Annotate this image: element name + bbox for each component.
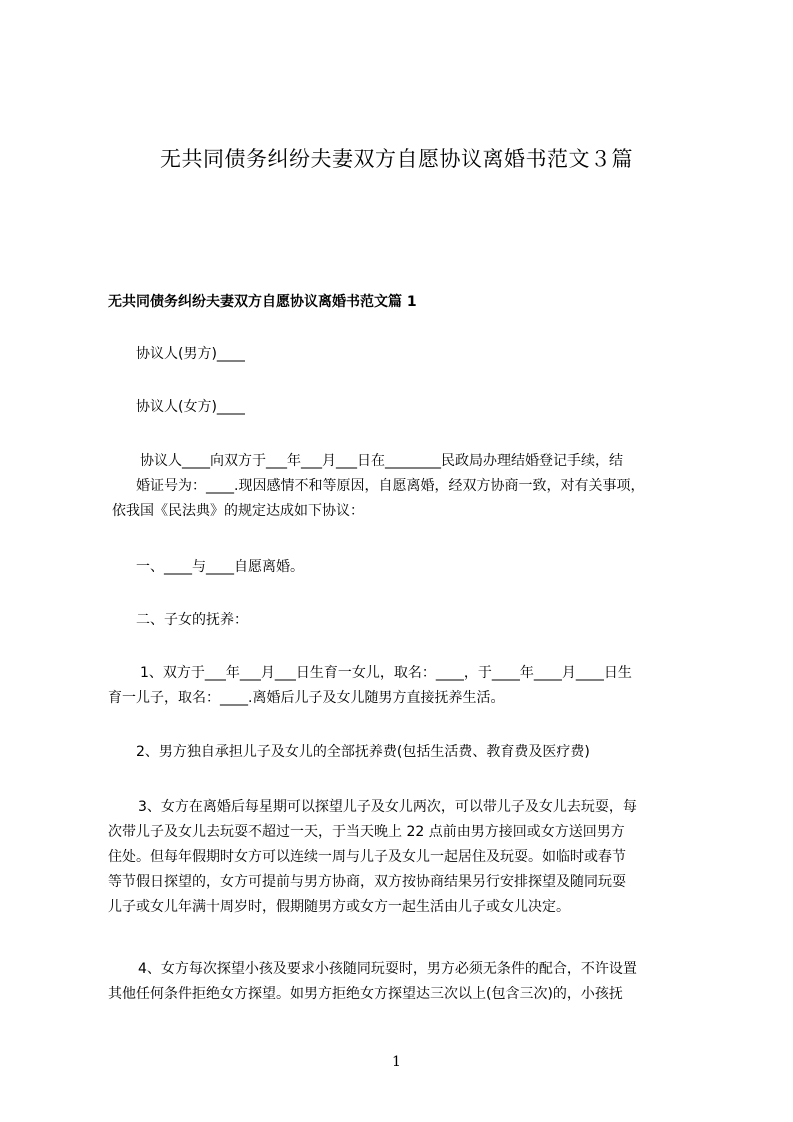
clause-1: 一、____与____自愿离婚。 (136, 559, 304, 575)
section-heading: 无共同债务纠纷夫妻双方自愿协议离婚书范文篇 1 (108, 294, 417, 310)
party-female-line: 协议人(女方)____ (136, 399, 245, 415)
item-3-line-2: 次带儿子及女儿去玩耍不超过一天，于当天晚上 22 点前由男方接回或女方送回男方 (108, 824, 625, 840)
item-3-line-3: 住处。但每年假期时女方可以连续一周与儿子及女儿一起居住及玩耍。如临时或春节 (108, 849, 626, 865)
party-male-line: 协议人(男方)____ (136, 346, 245, 362)
intro-line-1: 协议人____向双方于___年___月___日在________民政局办理结婚登记手续，结 (140, 453, 623, 469)
item-2: 2、男方独自承担儿子及女儿的全部抚养费(包括生活费、教育费及医疗费) (136, 744, 590, 760)
item-4-line-1: 4、女方每次探望小孩及要求小孩随同玩耍时，男方必须无条件的配合，不许设置 (138, 961, 637, 977)
clause-2: 二、子女的抚养： (136, 612, 248, 628)
document-title: 无共同债务纠纷夫妻双方自愿协议离婚书范文３篇 (160, 147, 633, 171)
intro-line-3: 依我国《民法典》的规定达成如下协议： (112, 503, 364, 519)
item-1-line-2: 育一儿子，取名：____.离婚后儿子及女儿随男方直接抚养生活。 (108, 690, 505, 706)
item-4-line-2: 其他任何条件拒绝女方探望。如男方拒绝女方探望达三次以上(包含三次)的，小孩抚 (108, 986, 623, 1002)
item-1-paragraph (108, 661, 715, 711)
item-3-paragraph (108, 795, 715, 920)
item-3-line-1: 3、女方在离婚后每星期可以探望儿子及女儿两次，可以带儿子及女儿去玩耍，每 (138, 799, 637, 815)
item-4-paragraph (108, 957, 715, 1007)
page-number: 1 (392, 1054, 401, 1070)
item-3-line-5: 儿子或女儿年满十周岁时，假期随男方或女方一起生活由儿子或女儿决定。 (108, 899, 570, 915)
intro-line-2: 婚证号为：____.现因感情不和等原因，自愿离婚，经双方协商一致，对有关事项， (136, 478, 645, 494)
item-1-line-1: 1、双方于___年___月___日生育一女儿，取名：____，于____年____月____日生 (140, 665, 632, 681)
intro-paragraph (112, 449, 719, 524)
item-3-line-4: 等节假日探望的，女方可提前与男方协商，双方按协商结果另行安排探望及随同玩耍 (108, 874, 626, 890)
